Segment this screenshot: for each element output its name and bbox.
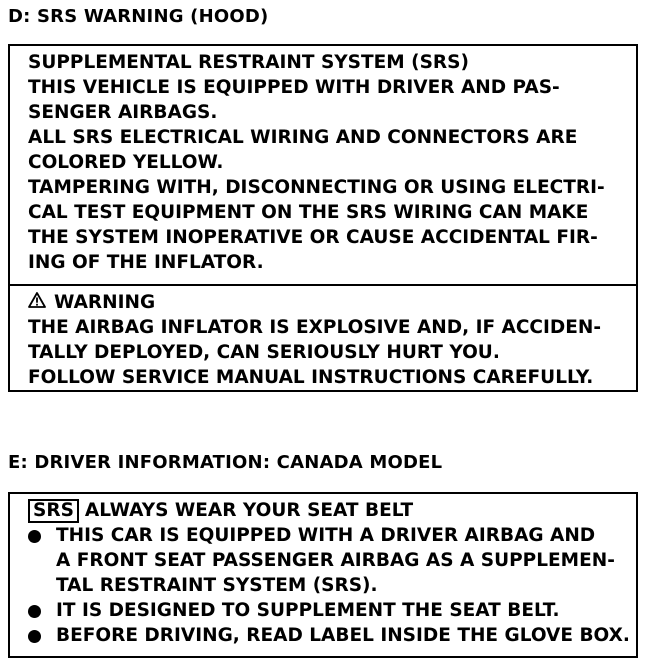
bullet-line: BEFORE DRIVING, READ LABEL INSIDE THE GLOVE BOX. — [56, 625, 630, 646]
section-d-heading: D: SRS WARNING (HOOD) — [8, 6, 269, 27]
bullet-icon — [28, 630, 41, 643]
bullet-line: THIS CAR IS EQUIPPED WITH A DRIVER AIRBAG AND — [56, 525, 596, 546]
warning-triangle-icon — [28, 292, 46, 308]
label-line: ING OF THE INFLATOR. — [28, 252, 264, 273]
warning-line: TALLY DEPLOYED, CAN SERIOUSLY HURT YOU. — [28, 342, 500, 363]
warning-title: WARNING — [54, 292, 156, 313]
warning-line: FOLLOW SERVICE MANUAL INSTRUCTIONS CAREFULLY. — [28, 367, 594, 388]
label-line: TAMPERING WITH, DISCONNECTING OR USING ELECTRI- — [28, 177, 605, 198]
srs-badge: SRS — [28, 499, 79, 523]
label-line: SUPPLEMENTAL RESTRAINT SYSTEM (SRS) — [28, 52, 469, 73]
label-line: COLORED YELLOW. — [28, 152, 224, 173]
label-line: ALL SRS ELECTRICAL WIRING AND CONNECTORS ARE — [28, 127, 578, 148]
warning-title-row — [28, 290, 155, 315]
warning-line: THE AIRBAG INFLATOR IS EXPLOSIVE AND, IF ACCIDEN- — [28, 317, 602, 338]
label-line: THIS VEHICLE IS EQUIPPED WITH DRIVER AND PAS- — [28, 77, 560, 98]
section-e-heading: E: DRIVER INFORMATION: CANADA MODEL — [8, 452, 443, 473]
srs-warning-label — [8, 44, 638, 392]
driver-information-label — [8, 492, 638, 658]
label-line: SENGER AIRBAGS. — [28, 102, 218, 123]
bullet-line: A FRONT SEAT PASSENGER AIRBAG AS A SUPPLEMEN- — [56, 550, 615, 571]
bullet-line: TAL RESTRAINT SYSTEM (SRS). — [56, 575, 378, 596]
label-line: THE SYSTEM INOPERATIVE OR CAUSE ACCIDENTAL FIR- — [28, 227, 598, 248]
bullet-line: IT IS DESIGNED TO SUPPLEMENT THE SEAT BELT. — [56, 600, 560, 621]
bullet-icon — [28, 530, 41, 543]
label-line: CAL TEST EQUIPMENT ON THE SRS WIRING CAN MAKE — [28, 202, 589, 223]
bullet-icon — [28, 605, 41, 618]
seatbelt-title: ALWAYS WEAR YOUR SEAT BELT — [84, 500, 414, 521]
warning-divider — [10, 284, 636, 286]
seatbelt-title-row — [28, 498, 413, 523]
